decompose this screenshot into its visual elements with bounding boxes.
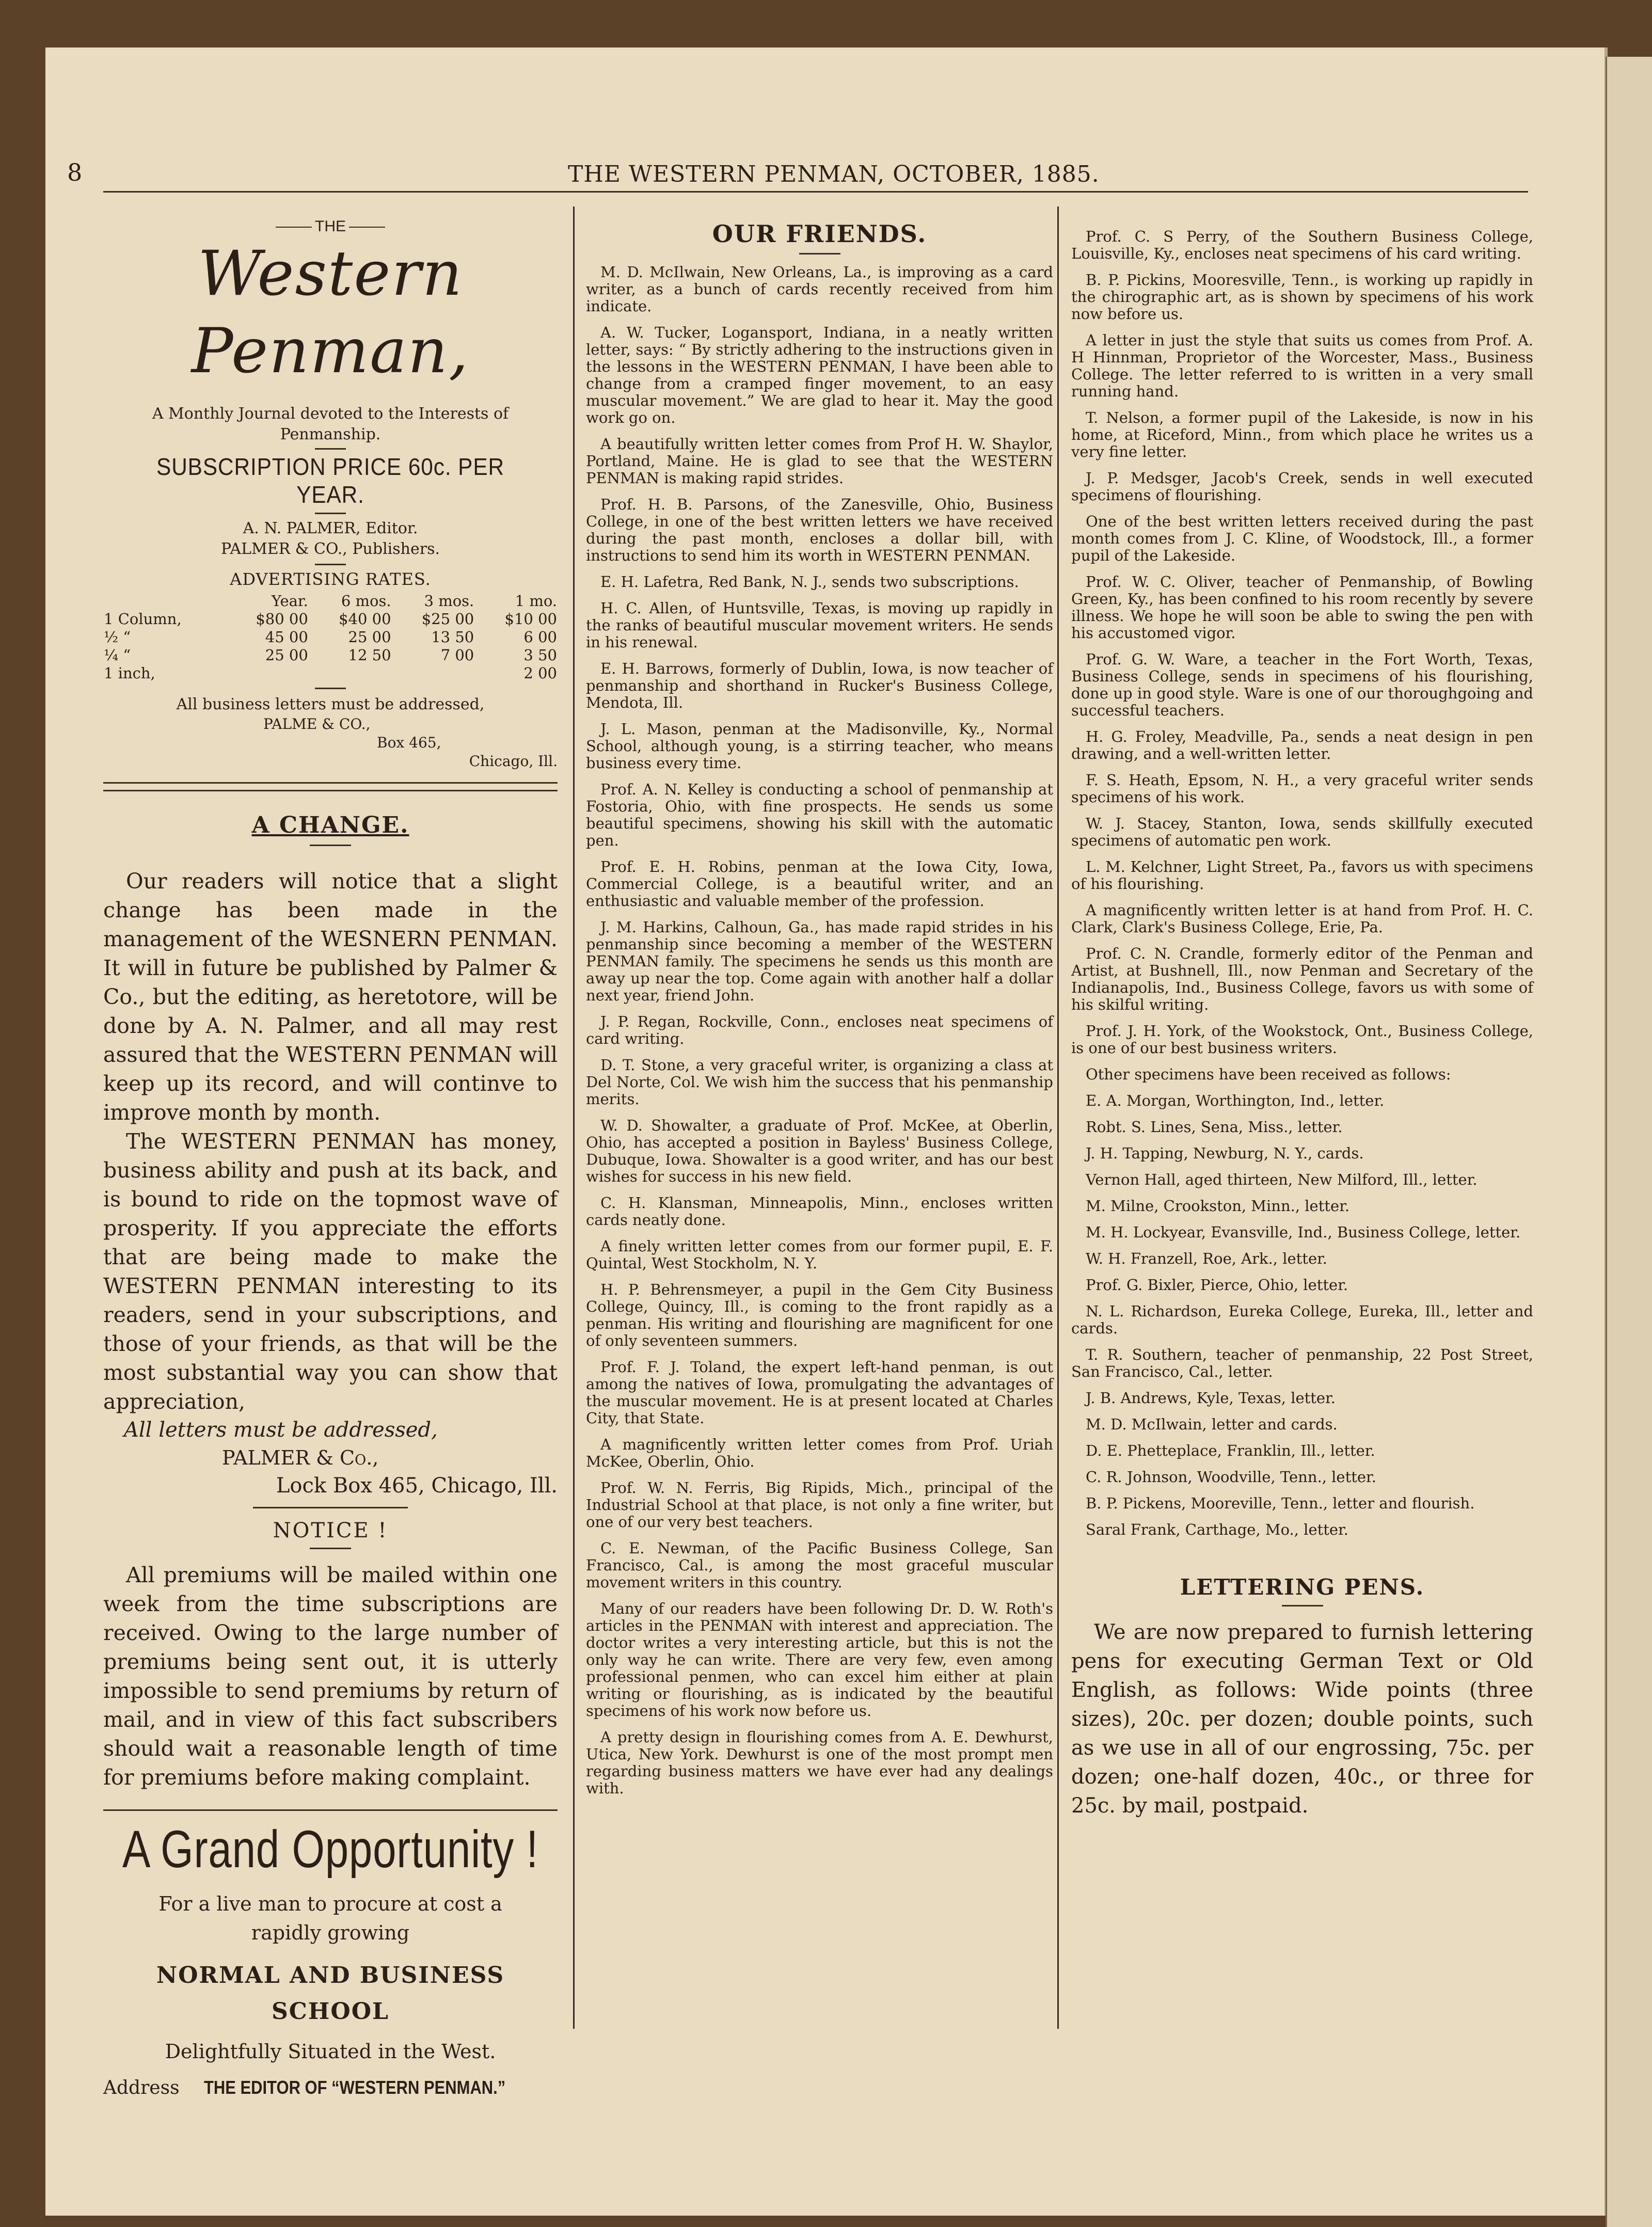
list-item: Vernon Hall, aged thirteen, New Milford, Ill., letter. <box>1086 1171 1478 1188</box>
list-item: H. G. Froley, Meadville, Pa., sends a neat design in pen drawing, and a well-written letter. <box>1071 728 1533 762</box>
list-item: One of the best written letters received during the past month comes from J. C. Kline, of Woodstock, Ill., a former pupil of the Lakeside. <box>1071 513 1533 564</box>
list-item: D. T. Stone, a very graceful writer, is organizing a class at Del Norte, Col. We wish him the success that his penmanship merits. <box>586 1056 1053 1108</box>
list-item: J. H. Tapping, Newburg, N. Y., cards. <box>1086 1144 1364 1162</box>
lettering-text: We are now prepared to furnish lettering pens for executing German Text or Old English, as follows: Wide points (three sizes), 20c. per dozen; double points, such as we use in all of our engrossing, 75c. per dozen; one-half dozen, 40c., or three for 25c. by mail, postpaid. <box>1071 1620 1533 1818</box>
list-item: C. H. Klansman, Minneapolis, Minn., encloses written cards neatly done. <box>586 1194 1053 1229</box>
list-item: A magnificently written letter is at hand from Prof. H. C. Clark, Clark's Business College, Erie, Pa. <box>1071 901 1533 936</box>
business-address-name: PALME & CO., <box>263 715 371 733</box>
business-address-city: Chicago, Ill. <box>469 753 558 770</box>
masthead-subtitle: A Monthly Journal devoted to the Interests of Penmanship. <box>152 405 509 443</box>
col3-list <box>1071 228 1533 1538</box>
column-1 <box>103 206 558 2104</box>
ad-rates-table <box>103 592 558 682</box>
rates-row: ¼ “ 25 00 12 50 7 00 3 50 <box>104 646 557 664</box>
notice-heading: NOTICE ! <box>273 1519 388 1542</box>
list-item: C. E. Newman, of the Pacific Business College, San Francisco, Cal., is among the most graceful muscular movement writers in this country. <box>586 1539 1053 1591</box>
list-item: A. W. Tucker, Logansport, Indiana, in a neatly written letter, says: “ By strictly adhering to the instructions given in the lessons in the WESTERN PENMAN, I have been able to change from a cramped finger movement, to an easy muscular movement.” We are glad to hear it. May the good work go on. <box>586 324 1053 426</box>
list-item: N. L. Richardson, Eureka College, Eureka, Ill., letter and cards. <box>1071 1302 1533 1337</box>
list-item: A letter in just the style that suits us comes from Prof. A. H Hinnman, Proprietor of the Worcester, Mass., Business College. The letter referred to is written in a very small running hand. <box>1071 331 1533 400</box>
list-item: W. H. Franzell, Roe, Ark., letter. <box>1086 1250 1328 1267</box>
grand-address-text: THE EDITOR OF “WESTERN PENMAN.” <box>204 2077 506 2098</box>
change-address-name: PALMER & Co., <box>222 1446 379 1469</box>
list-item: E. H. Barrows, formerly of Dublin, Iowa, is now teacher of penmanship and shorthand in Rucker's Business College, Mendota, Ill. <box>586 660 1053 711</box>
list-item: W. D. Showalter, a graduate of Prof. McKee, at Oberlin, Ohio, has accepted a position in Bayless' Business College, Dubuque, Iowa. Showalter is a good writer, and has our best wishes for success in his new field. <box>586 1117 1053 1185</box>
list-item: C. R. Johnson, Woodville, Tenn., letter. <box>1086 1468 1376 1486</box>
list-item: T. R. Southern, teacher of penmanship, 22 Post Street, San Francisco, Cal., letter. <box>1071 1346 1533 1380</box>
change-letters-line: All letters must be addressed, <box>124 1418 438 1442</box>
column-rule-2 <box>1057 206 1059 2029</box>
friends-heading: OUR FRIENDS. <box>712 220 927 248</box>
adjacent-page-edge <box>1606 57 1652 2227</box>
change-paragraph-1: Our readers will notice that a slight change has been made in the management of the WESNERN PENMAN. It will in future be published by Palmer & Co., but the editing, as heretotore, will be done by A. N. Palmer, and all may rest assured that the WESTERN PENMAN will keep up its record, and will continve to improve month by month. <box>103 869 558 1125</box>
rates-header-row: Year. 6 mos. 3 mos. 1 mo. <box>271 592 557 610</box>
list-item: Saral Frank, Carthage, Mo., letter. <box>1086 1521 1348 1538</box>
list-item: Other specimens have been received as follows: <box>1086 1065 1451 1083</box>
masthead-title: Western Penman, <box>191 238 470 387</box>
list-item: L. M. Kelchner, Light Street, Pa., favors us with specimens of his flourishing. <box>1071 858 1533 893</box>
publisher-line: PALMER & CO., Publishers. <box>220 540 440 558</box>
list-item: H. P. Behrensmeyer, a pupil in the Gem City Business College, Quincy, Ill., is coming to the front rapidly as a penman. His writing and flourishing are magnificent for one of only seventeen summers. <box>586 1281 1053 1349</box>
column-rule-1 <box>573 206 575 2029</box>
ad-rates-heading: ADVERTISING RATES. <box>230 569 431 589</box>
business-address-box: Box 465, <box>377 734 441 751</box>
running-head: THE WESTERN PENMAN, OCTOBER, 1885. <box>568 161 1100 187</box>
list-item: A finely written letter comes from our former pupil, E. F. Quintal, West Stockholm, N. Y. <box>586 1237 1053 1272</box>
grand-line-1: For a live man to procure at cost a rapidly growing <box>158 1892 502 1944</box>
column-3 <box>1071 206 1533 1820</box>
list-item: Prof. G. Bixler, Pierce, Ohio, letter. <box>1086 1276 1348 1294</box>
change-heading: A CHANGE. <box>251 812 409 838</box>
column-2 <box>586 206 1053 1806</box>
list-item: Prof. C. N. Crandle, formerly editor of the Penman and Artist, at Bushnell, Ill., now Penman and Secretary of the Indianapolis, Ind., Business College, favors us with some of his skilful writing. <box>1071 945 1533 1013</box>
list-item: W. J. Stacey, Stanton, Iowa, sends skillfully executed specimens of automatic pen work. <box>1071 815 1533 849</box>
editor-line: A. N. PALMER, Editor. <box>243 519 418 537</box>
list-item: E. H. Lafetra, Red Bank, N. J., sends two subscriptions. <box>600 573 1019 591</box>
masthead-the: THE <box>103 218 558 235</box>
list-item: Prof. W. C. Oliver, teacher of Penmanship, of Bowling Green, Ky., has been confined to his room recently by severe illness. We hope he will soon be able to swing the pen with his accustomed vigor. <box>1071 573 1533 642</box>
list-item: E. A. Morgan, Worthington, Ind., letter. <box>1086 1092 1385 1109</box>
rates-row: ½ “ 45 00 25 00 13 50 6 00 <box>104 628 557 646</box>
business-letters-line: All business letters must be addressed, <box>176 695 485 713</box>
list-item: Prof. J. H. York, of the Wookstock, Ont., Business College, is one of our best business writers. <box>1071 1022 1533 1057</box>
list-item: M. Milne, Crookston, Minn., letter. <box>1086 1197 1350 1215</box>
friends-list <box>586 264 1053 1797</box>
change-paragraph-2: The WESTERN PENMAN has money, business ability and push at its back, and is bound to ride on the topmost wave of prosperity. If you appreciate the efforts that are being made to make the WESTERN PENMAN interesting to its readers, send in your subscriptions, and those of your friends, as that will be the most substantial way you can show that appreciation, <box>103 1129 558 1414</box>
list-item: B. P. Pickins, Mooresville, Tenn., is working up rapidly in the chirographic art, as is shown by specimens of his work now before us. <box>1071 271 1533 323</box>
list-item: T. Nelson, a former pupil of the Lakeside, is now in his home, at Riceford, Minn., from which place he writes us a very fine letter. <box>1071 409 1533 460</box>
list-item: J. P. Medsger, Jacob's Creek, sends in well executed specimens of flourishing. <box>1071 469 1533 504</box>
page-number: 8 <box>67 158 83 186</box>
list-item: Prof. E. H. Robins, penman at the Iowa City, Iowa, Commercial College, is a beautiful writer, and an enthusiastic and valuable member of the profession. <box>586 858 1053 910</box>
list-item: J. M. Harkins, Calhoun, Ga., has made rapid strides in his penmanship since becoming a member of the WESTERN PENMAN family. The specimens he sends us this month are away up near the top. Come again with another half a dollar next year, friend John. <box>586 918 1053 1004</box>
list-item: A magnificently written letter comes from Prof. Uriah McKee, Oberlin, Ohio. <box>586 1436 1053 1470</box>
list-item: Prof. H. B. Parsons, of the Zanesville, Ohio, Business College, in one of the best written letters we have received during the past month, encloses a dollar bill, with instructions to send him its worth in WESTERN PENMAN. <box>586 496 1053 564</box>
header-rule <box>103 191 1528 193</box>
list-item: J. L. Mason, penman at the Madisonville, Ky., Normal School, although young, is a stirring teacher, who means business every time. <box>586 720 1053 772</box>
notice-text: All premiums will be mailed within one week from the time subscriptions are received. Owing to the large number of premiums being sent out, it is utterly impossible to send premiums by return of mail, and in view of this fact subscribers should wait a reasonable length of time for premiums before making complaint. <box>103 1563 558 1790</box>
change-address-box: Lock Box 465, Chicago, Ill. <box>276 1474 558 1498</box>
subscription-price: SUBSCRIPTION PRICE 60c. PER YEAR. <box>156 453 504 508</box>
list-item: J. B. Andrews, Kyle, Texas, letter. <box>1086 1389 1336 1407</box>
rates-row: 1 inch, 2 00 <box>104 664 557 682</box>
list-item: Prof. A. N. Kelley is conducting a school of penmanship at Fostoria, Ohio, with fine prospects. He sends us some beautiful specimens, showing his skill with the automatic pen. <box>586 781 1053 849</box>
list-item: A pretty design in flourishing comes from A. E. Dewhurst, Utica, New York. Dewhurst is one of the most prompt men regarding business matters we have ever had any dealings with. <box>586 1728 1053 1797</box>
list-item: M. H. Lockyear, Evansville, Ind., Business College, letter. <box>1086 1223 1521 1241</box>
list-item: Prof. F. J. Toland, the expert left-hand penman, is out among the natives of Iowa, promulgating the advantages of the muscular movement. He is at present located at Charles City, that State. <box>586 1358 1053 1427</box>
list-item: F. S. Heath, Epsom, N. H., a very graceful writer sends specimens of his work. <box>1071 771 1533 806</box>
list-item: H. C. Allen, of Huntsville, Texas, is moving up rapidly in the ranks of beautiful muscular movement writers. He sends in his renewal. <box>586 599 1053 651</box>
grand-opportunity-heading: A Grand Opportunity ! <box>122 1820 539 1879</box>
list-item: Prof. G. W. Ware, a teacher in the Fort Worth, Texas, Business College, sends in specimens of his flourishing, done up in good style. Ware is one of our thoroughgoing and successful teachers. <box>1071 650 1533 719</box>
double-rule <box>103 782 558 791</box>
list-item: B. P. Pickens, Mooreville, Tenn., letter and flourish. <box>1086 1494 1475 1512</box>
grand-school: NORMAL AND BUSINESS SCHOOL <box>156 1962 505 2025</box>
list-item: A beautifully written letter comes from Prof H. W. Shaylor, Portland, Maine. He is glad to see that the WESTERN PENMAN is making rapid strides. <box>586 435 1053 487</box>
list-item: M. D. McIlwain, New Orleans, La., is improving as a card writer, as a bunch of cards recently received from him indicate. <box>586 263 1053 315</box>
lettering-heading: LETTERING PENS. <box>1180 1574 1425 1600</box>
list-item: D. E. Phetteplace, Franklin, Ill., letter. <box>1086 1442 1375 1459</box>
rates-row: 1 Column, $80 00 $40 00 $25 00 $10 00 <box>104 610 557 628</box>
list-item: Prof. C. S Perry, of the Southern Business College, Louisville, Ky., encloses neat specimens of his card writing. <box>1071 228 1533 262</box>
list-item: Prof. W. N. Ferris, Big Ripids, Mich., principal of the Industrial School at that place, is not only a fine writer, but one of our very best teachers. <box>586 1479 1053 1531</box>
list-item: M. D. McIlwain, letter and cards. <box>1086 1415 1338 1433</box>
grand-address: Address THE EDITOR OF “WESTERN PENMAN.” <box>103 2072 558 2104</box>
list-item: Many of our readers have been following Dr. D. W. Roth's articles in the PENMAN with interest and appreciation. The doctor writes a very interesting article, but this is not the only way he can write. There are very few, even among professional penmen, who can excel him either at plain writing or flourishing, as is indicated by the beautiful specimens of his work now before us. <box>586 1600 1053 1720</box>
list-item: J. P. Regan, Rockville, Conn., encloses neat specimens of card writing. <box>586 1013 1053 1047</box>
list-item: Robt. S. Lines, Sena, Miss., letter. <box>1086 1118 1343 1136</box>
grand-situated: Delightfully Situated in the West. <box>165 2040 496 2063</box>
